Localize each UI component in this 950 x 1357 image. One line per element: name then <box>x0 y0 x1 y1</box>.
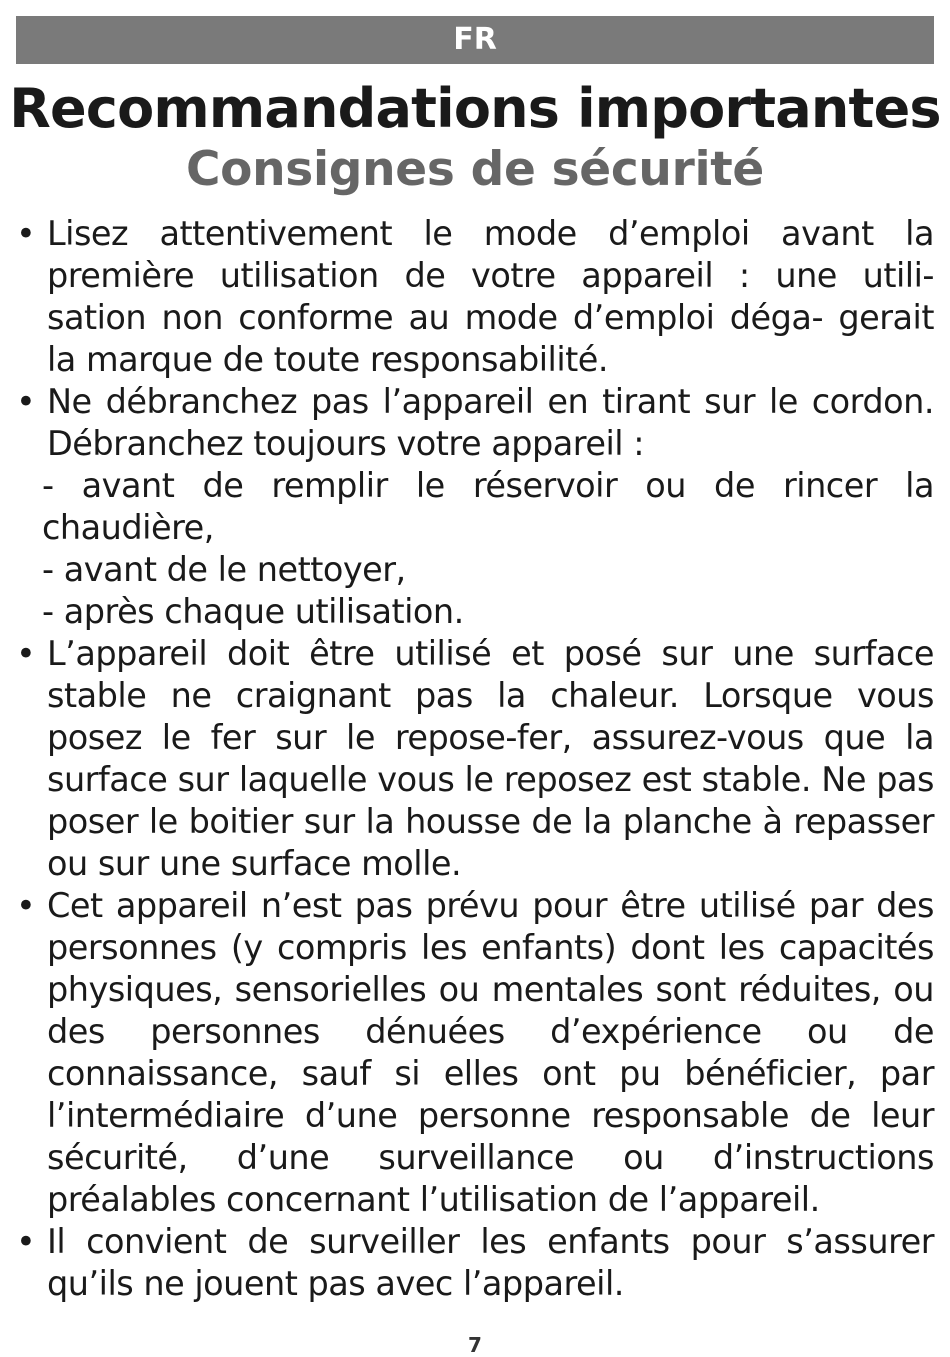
list-item-reduced-capacities <box>16 885 934 1221</box>
item-text: Il convient de surveiller les enfants pour s’assurer qu’ils ne jouent pas avec l’appareil. <box>47 1222 934 1303</box>
page-title: Recommandations importantes <box>9 77 941 140</box>
item-text: L’appareil doit être utilisé et posé sur une surface stable ne craignant pas la chaleur. Lorsque vous posez le fer sur le repose-fer, assurez-vous que la surface sur laquelle vous le reposez est stable. Ne pas poser le boitier sur la housse de la planche à repasser ou sur une surface molle. <box>47 634 934 883</box>
safety-instructions-list <box>16 213 934 1305</box>
page-number: 7 <box>468 1333 482 1357</box>
list-item-unplug <box>16 381 934 465</box>
bullet-icon: • <box>16 886 36 925</box>
bullet-icon: • <box>16 1222 36 1261</box>
page-subtitle: Consignes de sécurité <box>185 142 765 197</box>
sub-item: - avant de le nettoyer, <box>42 550 406 589</box>
unplug-sublist <box>16 465 934 633</box>
list-item-read-manual <box>16 213 934 381</box>
list-item-supervise-children <box>16 1221 934 1305</box>
sub-item: - après chaque utilisation. <box>42 592 464 631</box>
item-text: Cet appareil n’est pas prévu pour être utilisé par des personnes (y compris les enfants) dont les capacités physiques, sensorielles ou mentales sont réduites, ou des personnes dénuées d’expérience ou de connaissance, sauf si elles ont pu bénéficier, par l’intermédiaire d’une personne responsable de leur sécurité, d’une surveillance ou d’instructions préalables concernant l’utilisation de l’appareil. <box>47 886 934 1219</box>
sub-item: - avant de remplir le réservoir ou de rincer la chaudière, <box>42 466 934 547</box>
language-header-bar <box>16 16 934 64</box>
bullet-icon: • <box>16 634 36 673</box>
language-code: FR <box>453 22 497 57</box>
bullet-icon: • <box>16 382 36 421</box>
item-text: Lisez attentivement le mode d’emploi avant la première utilisation de votre appareil : une utili- sation non conforme au mode d’emploi déga- gerait la marque de toute responsabilité. <box>47 214 934 379</box>
item-text: Ne débranchez pas l’appareil en tirant sur le cordon. Débranchez toujours votre appareil : <box>47 382 934 463</box>
list-item-stable-surface <box>16 633 934 885</box>
bullet-icon: • <box>16 214 36 253</box>
